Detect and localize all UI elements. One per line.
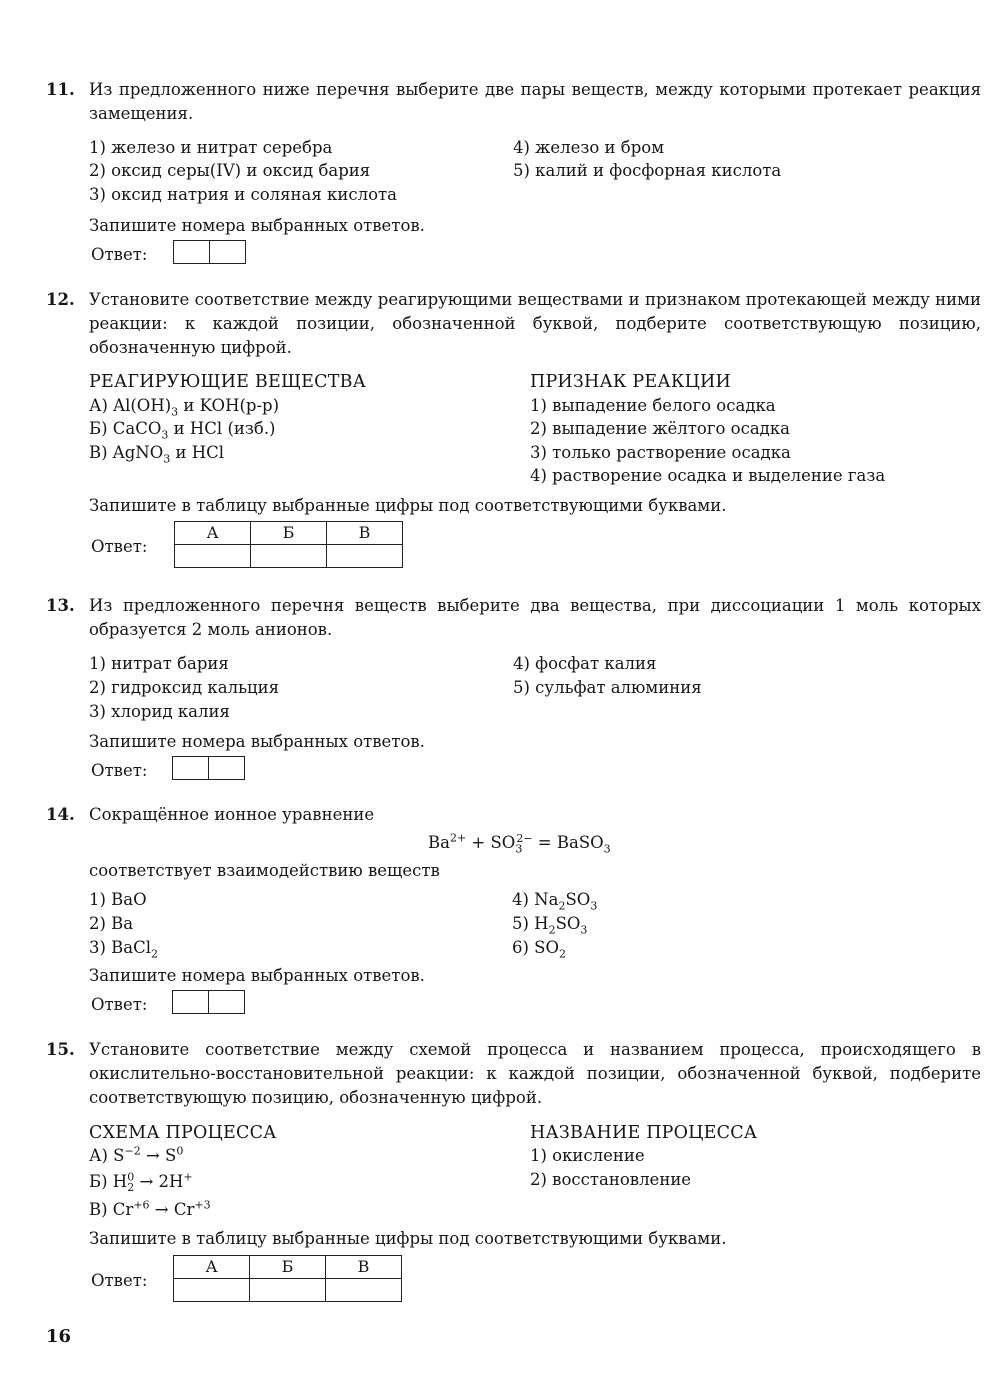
options-list: [89, 126, 981, 206]
task-statement: Сокращённое ионное уравнение: [89, 805, 375, 824]
option-4: 4) $Na_2SO_3$: [512, 890, 598, 913]
page-number: 16: [46, 1326, 72, 1347]
task-number: 11.: [46, 80, 75, 99]
task-14: [46, 803, 981, 1014]
answer-table: [174, 521, 403, 568]
right-item-2: 2) выпадение жёлтого осадка: [530, 419, 790, 438]
column-letter-b: Б: [251, 522, 327, 545]
left-item-c: В) AgNO$_3$ и HCl: [89, 443, 225, 466]
left-column-header: СХЕМА ПРОЦЕССА: [89, 1123, 277, 1143]
answer-label: Ответ:: [91, 761, 148, 780]
task-15: [46, 1038, 981, 1290]
right-column-header: ПРИЗНАК РЕАКЦИИ: [530, 372, 731, 392]
answer-label: Ответ:: [91, 995, 148, 1014]
task-13: [46, 594, 981, 780]
answer-cell[interactable]: [208, 991, 244, 1013]
right-item-4: 4) растворение осадка и выделение газа: [530, 466, 886, 485]
option-2: 2) гидроксид кальция: [89, 678, 280, 697]
option-5: 5) $H_2SO_3$: [512, 914, 588, 937]
answer-cell[interactable]: [174, 1279, 250, 1302]
task-number: 15.: [46, 1040, 75, 1059]
left-item-b: Б) $H^0_2 \to 2H^+$: [89, 1170, 193, 1195]
right-item-1: 1) окисление: [530, 1146, 645, 1165]
instruction: Запишите номера выбранных ответов.: [89, 732, 425, 751]
answer-cell[interactable]: [251, 545, 327, 568]
right-item-2: 2) восстановление: [530, 1170, 692, 1189]
answer-box[interactable]: [172, 756, 245, 780]
option-3: 3) хлорид калия: [89, 702, 230, 721]
answer-label: Ответ:: [91, 245, 148, 264]
option-2: 2) Ba: [89, 914, 134, 933]
answer-cell[interactable]: [175, 545, 251, 568]
task-statement: Из предложенного перечня веществ выберите два вещества, при диссоциации 1 моль которых образуется 2 моль анионов.: [89, 596, 981, 639]
answer-label: Ответ:: [91, 537, 148, 556]
answer-cell[interactable]: [174, 241, 209, 263]
option-1: 1) железо и нитрат серебра: [89, 138, 333, 157]
answer-table: [173, 1255, 402, 1302]
column-letter-a: А: [174, 1256, 250, 1279]
option-1: 1) нитрат бария: [89, 654, 229, 673]
left-item-a: А) $Al(OH)_3$ и KOH(р-р): [89, 396, 280, 419]
option-3: 3) оксид натрия и соляная кислота: [89, 185, 397, 204]
instruction: Запишите в таблицу выбранные цифры под соответствующими буквами.: [89, 496, 727, 515]
option-4: 4) фосфат калия: [513, 654, 657, 673]
left-column-header: РЕАГИРУЮЩИЕ ВЕЩЕСТВА: [89, 372, 367, 392]
answer-box[interactable]: [173, 240, 246, 264]
column-letter-a: А: [175, 522, 251, 545]
left-item-c: В) $Cr^{+6} \to Cr^{+3}$: [89, 1198, 211, 1219]
option-4: 4) железо и бром: [513, 138, 665, 157]
option-6: 6) $SO_2$: [512, 938, 567, 961]
answer-cell[interactable]: [173, 757, 208, 779]
task-statement: Установите соответствие между схемой процесса и названием процесса, происходящего в окислительно-восстановительной реакции: к каждой позиции, обозначенной буквой, подберите соответствующую позицию, обозначенную цифрой.: [89, 1040, 981, 1107]
task-number: 12.: [46, 290, 75, 309]
option-3: 3) BaCl$_2$: [89, 938, 159, 961]
instruction: Запишите номера выбранных ответов.: [89, 216, 425, 235]
instruction: Запишите номера выбранных ответов.: [89, 966, 425, 985]
column-letter-c: В: [326, 1256, 402, 1279]
answer-cell[interactable]: [327, 545, 403, 568]
task-12: [46, 288, 981, 556]
task-11: [46, 78, 981, 264]
options-list: [89, 642, 981, 722]
ionic-equation: $Ba^{2+} + SO_3^{2-}$ = BaSO$_3$: [428, 831, 611, 856]
instruction: Запишите в таблицу выбранные цифры под соответствующими буквами.: [89, 1229, 727, 1248]
option-2: 2) оксид серы(IV) и оксид бария: [89, 161, 371, 180]
task-statement: Установите соответствие между реагирующими веществами и признаком протекающей между ними реакции: к каждой позиции, обозначенной буквой, подберите соответствующую позицию, обозначенную цифрой.: [89, 290, 981, 357]
left-item-b: Б) CaCO$_3$ и HCl (изб.): [89, 419, 276, 442]
right-item-3: 3) только растворение осадка: [530, 443, 791, 462]
column-letter-c: В: [327, 522, 403, 545]
left-item-a: А) $S^{-2} \to S^0$: [89, 1144, 184, 1165]
right-column-header: НАЗВАНИЕ ПРОЦЕССА: [530, 1123, 758, 1143]
answer-cell[interactable]: [209, 241, 245, 263]
answer-cell[interactable]: [250, 1279, 326, 1302]
answer-cell[interactable]: [173, 991, 208, 1013]
right-item-1: 1) выпадение белого осадка: [530, 396, 776, 415]
task-number: 14.: [46, 805, 75, 824]
task-statement: Из предложенного ниже перечня выберите две пары веществ, между которыми протекает реакция замещения.: [89, 80, 981, 123]
option-1: 1) BaO: [89, 890, 147, 909]
answer-box[interactable]: [172, 990, 245, 1014]
option-5: 5) калий и фосфорная кислота: [513, 161, 782, 180]
column-letter-b: Б: [250, 1256, 326, 1279]
task-number: 13.: [46, 596, 75, 615]
option-5: 5) сульфат алюминия: [513, 678, 702, 697]
answer-label: Ответ:: [91, 1271, 148, 1290]
continuation-text: соответствует взаимодействию веществ: [89, 861, 440, 880]
answer-cell[interactable]: [326, 1279, 402, 1302]
answer-cell[interactable]: [208, 757, 244, 779]
